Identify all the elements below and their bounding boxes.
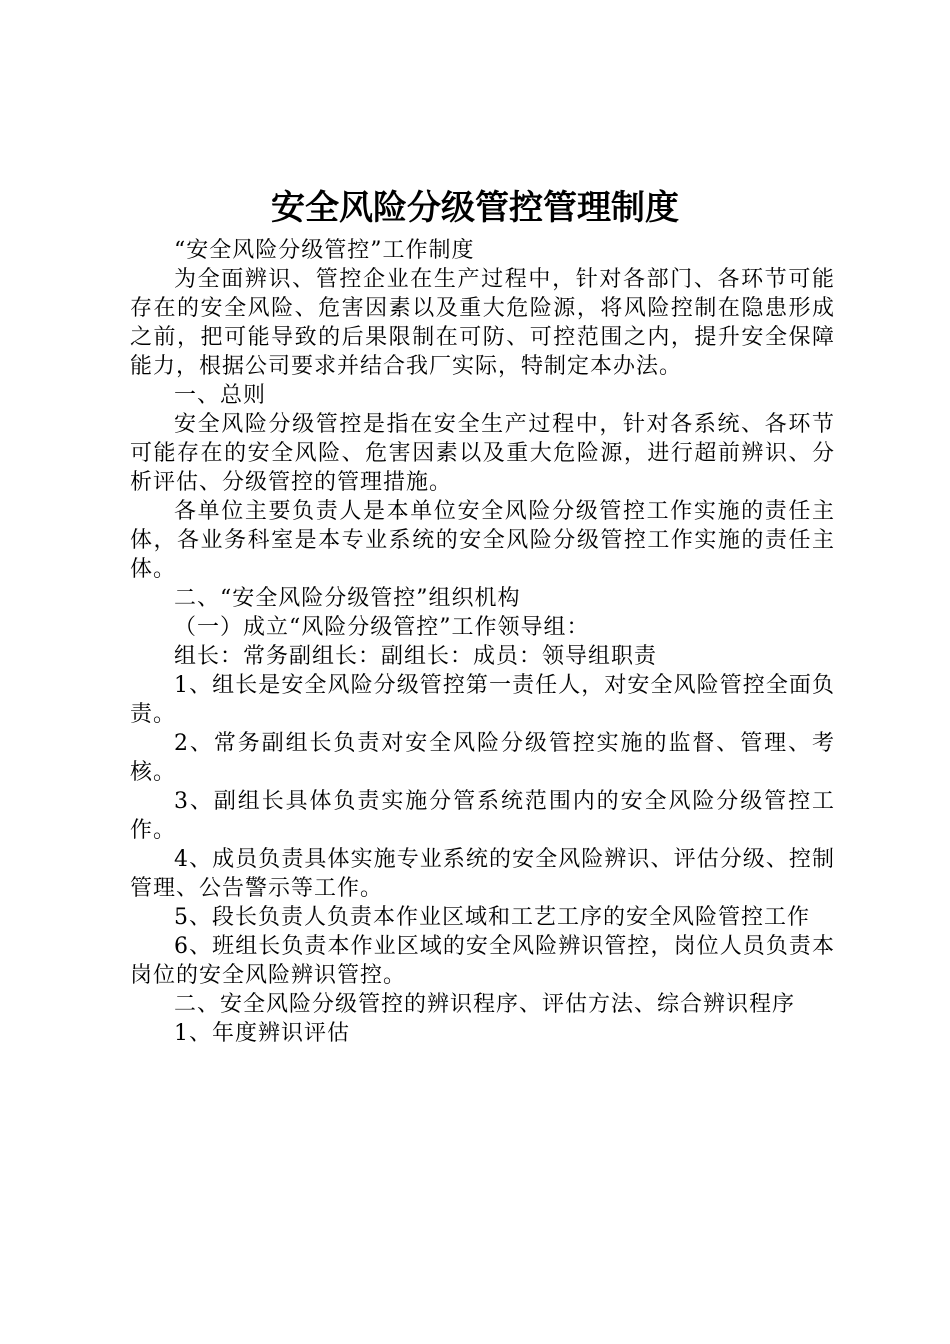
section-heading-general: 一、总则	[174, 383, 267, 408]
list-item: 4、成员负责具体实施专业系统的安全风险辨识、评估分级、控制管理、公告警示等工作。	[130, 847, 835, 901]
definition-paragraph: 安全风险分级管控是指在安全生产过程中，针对各系统、各环节可能存在的安全风险、危害因素以及重大危险源，进行超前辨识、分析评估、分级管控的管理措施。	[130, 412, 835, 495]
list-item: 5、段长负责人负责本作业区域和工艺工序的安全风险管控工作	[174, 905, 810, 930]
document-title: 安全风险分级管控管理制度	[271, 188, 679, 228]
responsibility-paragraph: 各单位主要负责人是本单位安全风险分级管控工作实施的责任主体，各业务科室是本专业系统的安全风险分级管控工作实施的责任主体。	[130, 499, 835, 582]
list-item: 1、年度辨识评估	[174, 1021, 350, 1046]
section-heading-organization: 二、“安全风险分级管控”组织机构	[174, 586, 521, 611]
intro-paragraph: 为全面辨识、管控企业在生产过程中，针对各部门、各环节可能存在的安全风险、危害因素以及重大危险源，将风险控制在隐患形成之前，把可能导致的后果限制在可防、可控范围之内，提升安全保障能力，根据公司要求并结合我厂实际，特制定本办法。	[130, 267, 835, 379]
document-body	[130, 236, 835, 1048]
subsection-heading-leadership: （一）成立“风险分级管控”工作领导组：	[174, 615, 590, 640]
section-heading-identification: 二、安全风险分级管控的辨识程序、评估方法、综合辨识程序	[174, 992, 796, 1017]
list-item: 6、班组长负责本作业区域的安全风险辨识管控，岗位人员负责本岗位的安全风险辨识管控。	[130, 934, 835, 988]
list-item: 3、副组长具体负责实施分管系统范围内的安全风险分级管控工作。	[130, 789, 835, 843]
list-item: 1、组长是安全风险分级管控第一责任人，对安全风险管控全面负责。	[130, 673, 835, 727]
list-item: 2、常务副组长负责对安全风险分级管控实施的监督、管理、考核。	[130, 731, 835, 785]
leadership-roles-line: 组长：常务副组长：副组长：成员：领导组职责	[174, 644, 658, 669]
subtitle-paragraph: “安全风险分级管控”工作制度	[174, 238, 475, 263]
